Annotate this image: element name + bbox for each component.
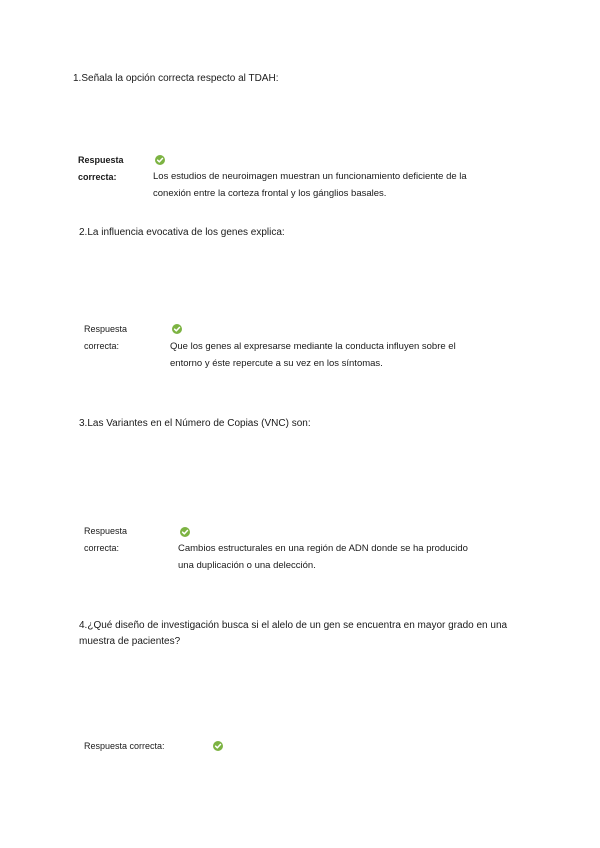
answer-label-1: Respuesta correcta: (78, 155, 124, 182)
answer-label-3: Respuesta correcta: (84, 526, 128, 553)
check-circle-icon (180, 527, 190, 537)
question-3-text: 3.Las Variantes en el Número de Copias (VNC) son: (79, 418, 311, 429)
answer-label-2: Respuesta correcta: (84, 324, 128, 351)
question-4-text: 4.¿Qué diseño de investigación busca si el alelo de un gen se encuentra en mayor grado en una muestra de pacientes? (79, 620, 508, 647)
check-circle-icon (172, 324, 182, 334)
check-circle-icon (213, 741, 223, 751)
check-circle-icon (155, 155, 165, 165)
question-2-text: 2.La influencia evocativa de los genes explica: (79, 227, 285, 238)
answer-label-4: Respuesta correcta: (84, 741, 165, 751)
answer-text-2: Que los genes al expresarse mediante la conducta influyen sobre el entorno y éste repercute a su vez en los síntomas. (170, 341, 456, 369)
question-1-text: 1.Señala la opción correcta respecto al TDAH: (73, 73, 279, 84)
answer-text-1: Los estudios de neuroimagen muestran un funcionamiento deficiente de la conexión entre la corteza frontal y los gánglios basales. (153, 171, 467, 199)
answer-text-3: Cambios estructurales en una región de ADN donde se ha producido una duplicación o una delección. (178, 543, 468, 571)
